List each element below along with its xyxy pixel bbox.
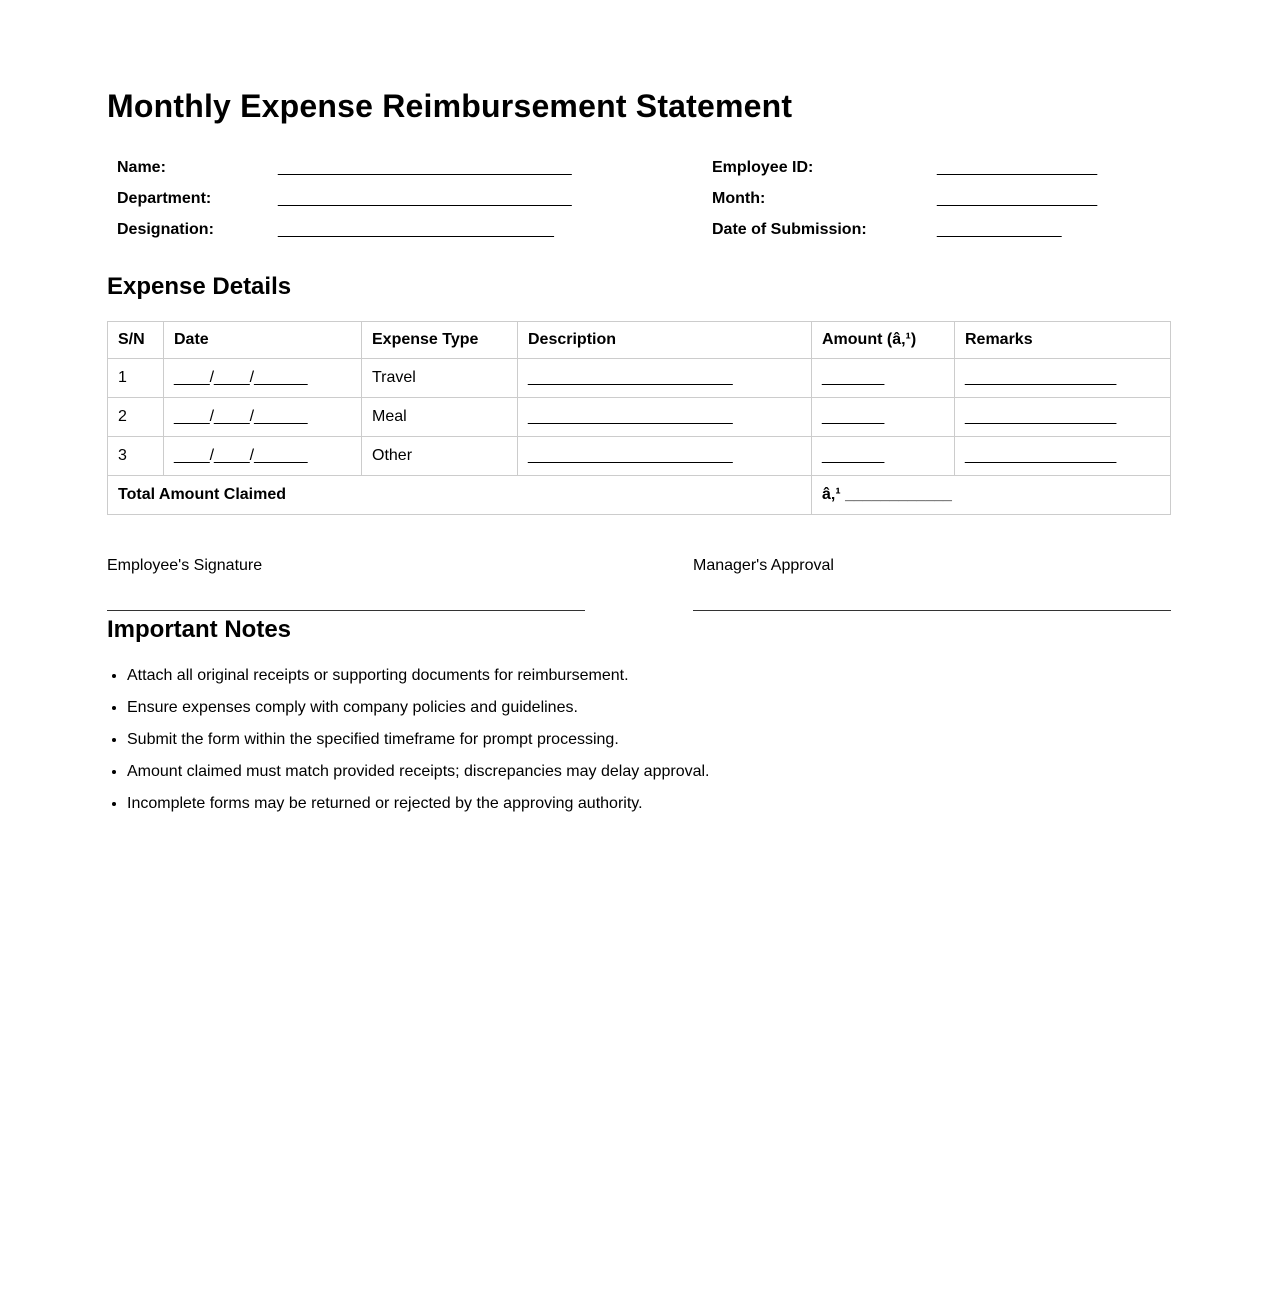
cell-date-blank: ____/____/______ [164,398,362,437]
list-item: • Incomplete forms may be returned or rejected by the approving authority. [127,794,1171,813]
name-blank-line: _________________________________ [278,158,572,176]
cell-remarks-blank: _________________ [955,437,1171,476]
list-item: • Submit the form within the specified timeframe for prompt processing. [127,730,1171,749]
header-expense-type: Expense Type [362,322,518,359]
important-notes-list [107,666,1171,813]
signature-section [107,557,1171,611]
table-row [108,359,1171,398]
list-item: • Ensure expenses comply with company policies and guidelines. [127,698,1171,717]
cell-description-blank: _______________________ [518,359,812,398]
table-row [108,437,1171,476]
cell-amount-blank: _______ [812,398,955,437]
cell-remarks-blank: _________________ [955,398,1171,437]
total-amount-claimed-label: Total Amount Claimed [108,476,812,515]
manager-approval-block [693,557,1171,611]
employee-id-label: Employee ID: [712,158,814,176]
department-blank-line: _________________________________ [278,189,572,207]
expense-table [107,321,1171,515]
manager-approval-label: Manager's Approval [693,557,834,574]
employee-signature-block [107,557,585,611]
cell-remarks-blank: _________________ [955,359,1171,398]
designation-blank-line: _______________________________ [278,220,554,238]
cell-description-blank: _______________________ [518,437,812,476]
cell-sn: 3 [108,437,164,476]
table-row [108,398,1171,437]
cell-amount-blank: _______ [812,437,955,476]
header-amount: Amount (â‚¹) [812,322,955,359]
important-notes-heading: Important Notes [107,616,292,643]
expense-table-header-row [108,322,1171,359]
name-label: Name: [117,158,166,176]
header-description: Description [518,322,812,359]
manager-approval-line [693,610,1171,611]
cell-expense-type: Meal [362,398,518,437]
expense-details-heading: Expense Details [107,273,292,300]
employee-signature-label: Employee's Signature [107,557,263,574]
page-title: Monthly Expense Reimbursement Statement [107,88,793,124]
cell-sn: 1 [108,359,164,398]
month-label: Month: [712,189,766,207]
header-sn: S/N [108,322,164,359]
table-total-row [108,476,1171,515]
cell-date-blank: ____/____/______ [164,359,362,398]
cell-description-blank: _______________________ [518,398,812,437]
department-label: Department: [117,189,212,207]
employee-id-blank-line: __________________ [937,158,1098,176]
date-of-submission-blank-line: ______________ [937,220,1062,238]
cell-date-blank: ____/____/______ [164,437,362,476]
cell-expense-type: Travel [362,359,518,398]
designation-label: Designation: [117,220,214,238]
employee-signature-line [107,610,585,611]
list-item: • Attach all original receipts or supporting documents for reimbursement. [127,666,1171,685]
cell-amount-blank: _______ [812,359,955,398]
list-item: • Amount claimed must match provided receipts; discrepancies may delay approval. [127,762,1171,781]
date-of-submission-label: Date of Submission: [712,220,867,238]
header-date: Date [164,322,362,359]
employee-info-form [107,152,1171,245]
cell-expense-type: Other [362,437,518,476]
header-remarks: Remarks [955,322,1171,359]
cell-sn: 2 [108,398,164,437]
total-amount-blank-line: â‚¹ ____________ [812,476,1171,515]
month-blank-line: __________________ [937,189,1098,207]
